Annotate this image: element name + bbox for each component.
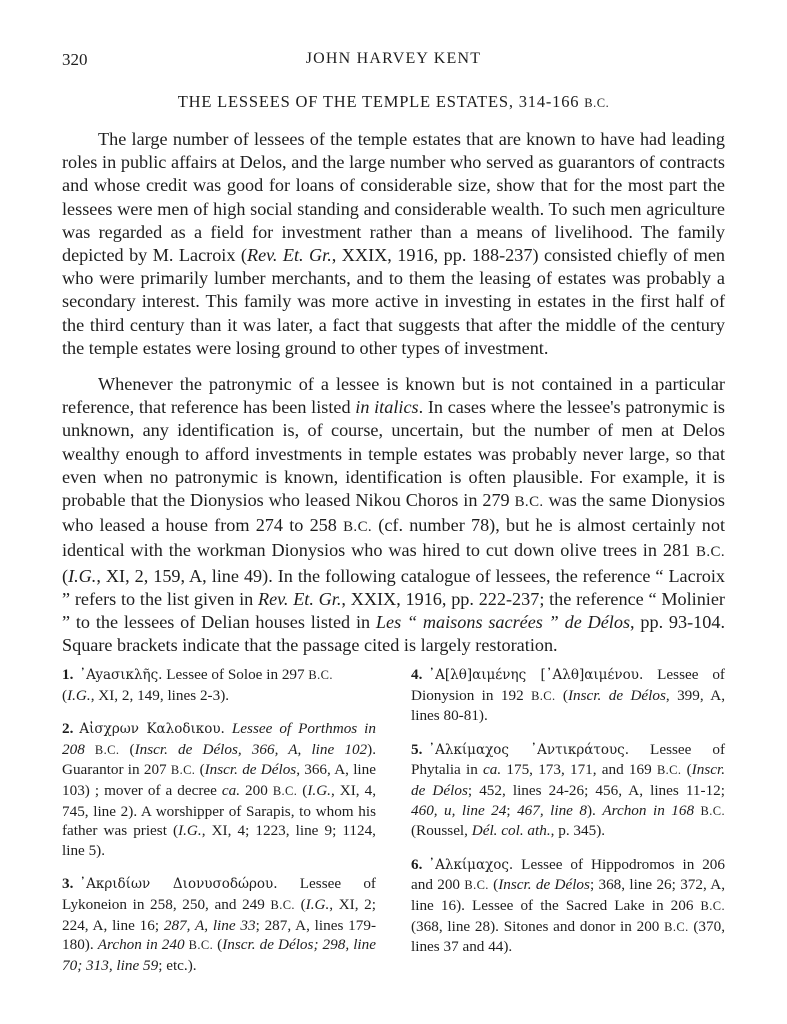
greek-name: ᾿Αλκίμαχος ᾿Αντικράτους. (428, 741, 630, 758)
era: B.C. (664, 919, 689, 934)
text: , XI, 2; 224, A, line 16; (62, 895, 376, 934)
text: ( (681, 761, 692, 779)
era: B.C. (696, 544, 725, 561)
italic-text: Archon in 168 (602, 801, 701, 819)
greek-name: Αἰσχρων Καλοδικου. (79, 721, 225, 738)
era: B.C. (464, 878, 489, 893)
italic-text: ca. (483, 761, 502, 779)
text: , 399, A, lines 80-81). (411, 686, 725, 725)
text: . In cases where the lessee's patronymic is unknown, any identification is, of course, uncertain, but the number of men at Delos wealthy enough to afford investments in temple estates was probably never large, so that even when no patronymic is known, identification is often plausible. For example, it is probable that the Dionysios who leased Nikou Choros in 279 (62, 397, 725, 511)
citation: I.G. (178, 822, 202, 840)
text: (Roussel, (411, 822, 472, 840)
italic-text: Archon in 240 (97, 936, 189, 954)
citation: I.G. (307, 781, 331, 799)
text: , 366, A, line 103) ; mover of a decree (62, 761, 376, 799)
text: ; etc.). (158, 956, 197, 974)
greek-name: ᾿Ακριδίων Διονυσοδώρου. (79, 876, 278, 893)
citation: Inscr. de Délos, 366, A, line 102 (134, 740, 368, 758)
greek-name: ᾿Ayaσικλῆς. (79, 667, 163, 683)
text: ( (297, 781, 308, 799)
text: was the same Dionysios who leased a house from 274 to 258 (62, 490, 725, 536)
text: The large number of lessees of the temple estates that are known to have had leading roles in public affairs at Delos, and the large number who served as guarantors of contracts and whose credit was good for loans of considerable size, show that for the most part the lessees were men of high social standing and considerable wealth. To such men agriculture was regarded as a field for investment rather than a means of livelihood. The family depicted by M. Lacroix ( (62, 129, 725, 266)
era: B.C. (531, 688, 556, 703)
text: ( (294, 895, 306, 913)
era: B.C. (270, 897, 295, 912)
running-head: JOHN HARVEY KENT (305, 50, 482, 67)
paragraph-1 (62, 128, 725, 360)
citation: 287, A, line 33 (163, 916, 256, 934)
paragraph-2 (62, 373, 725, 657)
text: Whenever the patronymic of a lessee is known but is not contained in a particular reference, that reference has been listed (62, 374, 725, 418)
citation: Les “ maisons sacrées ” de Délos (375, 612, 631, 633)
text: , XI, 4, 745, line 2). A worshipper of Sarapis, to whom his father was priest ( (62, 781, 376, 840)
era: B.C. (656, 763, 682, 778)
citation: I.G. (68, 565, 97, 586)
text: ; 368, line 26; 372, A, line 16). Lessee of the Sacred Lake in 206 (411, 876, 726, 914)
italic-text: ca. (221, 781, 241, 799)
catalogue-column-left (62, 665, 376, 989)
section-title (62, 92, 725, 112)
era: B.C. (700, 803, 725, 818)
citation: Inscr. de Délos (498, 876, 590, 894)
entry-number: 6. (411, 855, 423, 873)
entry-number: 2. (62, 720, 74, 738)
text: ( (119, 740, 135, 758)
catalogue-column-right (411, 665, 725, 971)
era: B.C. (343, 519, 373, 536)
era: B.C. (170, 763, 196, 778)
catalogue-entry-6 (411, 855, 725, 957)
text: Lessee of Phytalia in (411, 740, 726, 779)
text: , XI, 4; 1223, line 9; 1124, line 5). (62, 822, 376, 859)
text: 200 (240, 781, 273, 799)
section-title-era: B.C. (584, 96, 610, 110)
entry-number: 4. (411, 666, 423, 683)
era: B.C. (308, 668, 333, 682)
emphasis: in italics (355, 397, 419, 418)
text: , XI, 2, 159, A, line 49). In the following catalogue of lessees, the reference “ Lacroix ” refers to the list given in (62, 565, 725, 609)
text: ( (195, 761, 205, 779)
page-number: 320 (62, 50, 88, 69)
text: ). Guarantor in 207 (62, 740, 377, 779)
text: Lessee of Soloe in 297 (166, 666, 309, 683)
entry-number: 1. (62, 666, 74, 683)
era: B.C. (272, 783, 298, 798)
catalogue-entry-4 (411, 665, 725, 726)
era: B.C. (514, 494, 544, 511)
text: ( (62, 686, 68, 704)
text: ( (62, 565, 69, 586)
citation: 467, line 8 (517, 801, 587, 819)
citation: Inscr. de Délos (204, 761, 297, 779)
text: , XXIX, 1916, pp. 222-237; the reference “ Molinier ” to the lessees of Delian houses listed in (62, 588, 725, 633)
text: Lessee of Hippodromos in 206 and 200 (411, 855, 725, 894)
entry-number: 5. (411, 740, 423, 758)
text: (cf. number 78), but he is almost certainly not identical with the workman Dionysios who was hired to cut down olive trees in 281 (62, 515, 725, 561)
page-header (62, 50, 725, 72)
catalogue-entry-1 (62, 665, 376, 705)
text: 175, 173, 171, and 169 (501, 761, 657, 779)
text: ; (506, 801, 518, 819)
era: B.C. (188, 938, 214, 953)
catalogue-entry-2 (62, 719, 376, 860)
text: ( (213, 936, 223, 954)
era: B.C. (94, 742, 120, 757)
citation: Inscr. de Délos (411, 761, 725, 799)
text: , pp. 93-104. Square brackets indicate that the passage cited is largely restoration. (62, 612, 726, 656)
citation: Rev. Et. Gr. (257, 588, 342, 609)
greek-name: ᾿Αλκίμαχος. (428, 856, 514, 873)
citation: Rev. Et. Gr. (246, 245, 332, 266)
era: B.C. (700, 898, 725, 913)
text: , XXIX, 1916, pp. 188-237) consisted chiefly of men who were primarily lumber merchants, and to them the leasing of estates was probably a secondary interest. This family was more active in investing in estates in the first half of the third century than it was later, a fact that suggests that after the middle of the century the temple estates were losing ground to other types of investment. (62, 245, 725, 358)
entry-number: 3. (62, 875, 74, 893)
text: Lessee of Dionysion in 192 (411, 666, 725, 704)
text: ; 452, lines 24-26; 456, A, lines 11-12; (467, 781, 725, 799)
italic-text: Lessee of Porthmos in 208 (62, 720, 376, 758)
section-title-text: THE LESSEES OF THE TEMPLE ESTATES, 314-166 (177, 92, 580, 111)
text: , p. 345). (550, 822, 606, 840)
text: Lessee of Lykoneion in 258, 250, and 249 (62, 875, 376, 913)
catalogue-entry-5 (411, 740, 725, 841)
text: (368, line 28). Sitones and donor in 200 (411, 917, 665, 935)
text: ( (555, 686, 568, 704)
citation: Inscr. de Délos (568, 686, 666, 704)
text: (370, lines 37 and 44). (411, 917, 725, 956)
text: ). (587, 801, 603, 819)
text: ; 287, A, lines 179-180). (62, 916, 376, 954)
catalogue-entry-3 (62, 874, 376, 975)
text: ( (488, 876, 499, 894)
citation: Inscr. de Délos; 298, line 70; 313, line 59 (62, 936, 376, 974)
citation: I.G. (67, 686, 91, 704)
citation: Dél. col. ath. (471, 822, 551, 840)
text: , XI, 2, 149, lines 2-3). (90, 686, 230, 704)
greek-name: ᾿Α[λθ]αιμένης [᾿Αλθ]αιμένου. (428, 667, 644, 683)
citation: I.G. (305, 895, 330, 913)
citation: 460, u, line 24 (411, 801, 507, 819)
